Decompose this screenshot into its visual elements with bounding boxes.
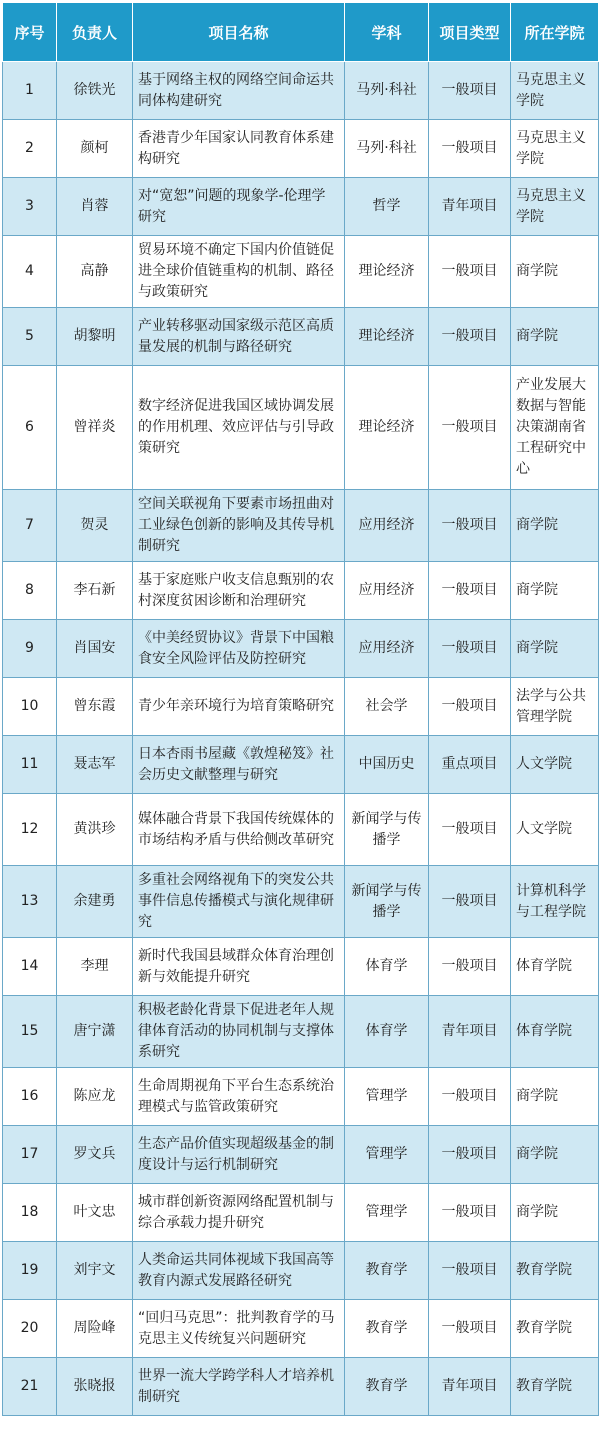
project-table bbox=[2, 2, 599, 1416]
cell-no: 19 bbox=[3, 1242, 57, 1300]
cell-no: 1 bbox=[3, 62, 57, 120]
cell-leader: 黄洪珍 bbox=[57, 794, 133, 866]
cell-no: 11 bbox=[3, 736, 57, 794]
cell-college: 法学与公共管理学院 bbox=[511, 678, 599, 736]
cell-title: 空间关联视角下要素市场扭曲对工业绿色创新的影响及其传导机制研究 bbox=[133, 490, 345, 562]
cell-discipline: 理论经济 bbox=[345, 236, 429, 308]
cell-no: 4 bbox=[3, 236, 57, 308]
header-discipline: 学科 bbox=[345, 3, 429, 62]
table-row bbox=[3, 736, 599, 794]
cell-no: 17 bbox=[3, 1126, 57, 1184]
cell-college: 商学院 bbox=[511, 490, 599, 562]
cell-no: 15 bbox=[3, 996, 57, 1068]
cell-college: 马克思主义学院 bbox=[511, 62, 599, 120]
cell-no: 13 bbox=[3, 866, 57, 938]
cell-discipline: 马列·科社 bbox=[345, 120, 429, 178]
cell-leader: 肖国安 bbox=[57, 620, 133, 678]
cell-discipline: 中国历史 bbox=[345, 736, 429, 794]
cell-type: 一般项目 bbox=[429, 1300, 511, 1358]
cell-college: 教育学院 bbox=[511, 1358, 599, 1416]
cell-discipline: 教育学 bbox=[345, 1242, 429, 1300]
cell-leader: 曾祥炎 bbox=[57, 366, 133, 490]
cell-type: 一般项目 bbox=[429, 490, 511, 562]
table-row bbox=[3, 866, 599, 938]
cell-title: 日本杏雨书屋藏《敦煌秘笈》社会历史文献整理与研究 bbox=[133, 736, 345, 794]
table-row bbox=[3, 120, 599, 178]
cell-no: 9 bbox=[3, 620, 57, 678]
cell-college: 商学院 bbox=[511, 236, 599, 308]
cell-discipline: 体育学 bbox=[345, 938, 429, 996]
cell-college: 马克思主义学院 bbox=[511, 120, 599, 178]
cell-leader: 周险峰 bbox=[57, 1300, 133, 1358]
table-row bbox=[3, 794, 599, 866]
cell-no: 16 bbox=[3, 1068, 57, 1126]
table-row bbox=[3, 178, 599, 236]
cell-discipline: 哲学 bbox=[345, 178, 429, 236]
cell-no: 2 bbox=[3, 120, 57, 178]
cell-discipline: 应用经济 bbox=[345, 490, 429, 562]
cell-title: 新时代我国县域群众体育治理创新与效能提升研究 bbox=[133, 938, 345, 996]
table-row bbox=[3, 1184, 599, 1242]
table-row bbox=[3, 938, 599, 996]
header-college: 所在学院 bbox=[511, 3, 599, 62]
cell-title: 积极老龄化背景下促进老年人规律体育活动的协同机制与支撑体系研究 bbox=[133, 996, 345, 1068]
cell-type: 一般项目 bbox=[429, 1242, 511, 1300]
cell-discipline: 应用经济 bbox=[345, 620, 429, 678]
cell-leader: 高静 bbox=[57, 236, 133, 308]
cell-type: 一般项目 bbox=[429, 562, 511, 620]
cell-discipline: 理论经济 bbox=[345, 366, 429, 490]
cell-title: 城市群创新资源网络配置机制与综合承载力提升研究 bbox=[133, 1184, 345, 1242]
cell-college: 商学院 bbox=[511, 308, 599, 366]
cell-type: 一般项目 bbox=[429, 62, 511, 120]
cell-type: 一般项目 bbox=[429, 678, 511, 736]
cell-type: 一般项目 bbox=[429, 1184, 511, 1242]
cell-discipline: 教育学 bbox=[345, 1358, 429, 1416]
cell-title: 基于家庭账户收支信息甄别的农村深度贫困诊断和治理研究 bbox=[133, 562, 345, 620]
cell-no: 8 bbox=[3, 562, 57, 620]
cell-leader: 李理 bbox=[57, 938, 133, 996]
table-row bbox=[3, 366, 599, 490]
cell-discipline: 体育学 bbox=[345, 996, 429, 1068]
cell-title: 基于网络主权的网络空间命运共同体构建研究 bbox=[133, 62, 345, 120]
cell-leader: 张晓报 bbox=[57, 1358, 133, 1416]
cell-discipline: 管理学 bbox=[345, 1068, 429, 1126]
table-row bbox=[3, 490, 599, 562]
table-row bbox=[3, 1068, 599, 1126]
cell-college: 教育学院 bbox=[511, 1300, 599, 1358]
cell-no: 6 bbox=[3, 366, 57, 490]
cell-leader: 李石新 bbox=[57, 562, 133, 620]
cell-title: “回归马克思”：批判教育学的马克思主义传统复兴问题研究 bbox=[133, 1300, 345, 1358]
cell-type: 青年项目 bbox=[429, 996, 511, 1068]
cell-leader: 余建勇 bbox=[57, 866, 133, 938]
cell-college: 商学院 bbox=[511, 1068, 599, 1126]
cell-type: 重点项目 bbox=[429, 736, 511, 794]
header-row bbox=[3, 3, 599, 62]
cell-title: 数字经济促进我国区域协调发展的作用机理、效应评估与引导政策研究 bbox=[133, 366, 345, 490]
cell-no: 14 bbox=[3, 938, 57, 996]
cell-college: 产业发展大数据与智能决策湖南省工程研究中心 bbox=[511, 366, 599, 490]
cell-type: 一般项目 bbox=[429, 366, 511, 490]
cell-type: 青年项目 bbox=[429, 1358, 511, 1416]
cell-type: 青年项目 bbox=[429, 178, 511, 236]
cell-type: 一般项目 bbox=[429, 620, 511, 678]
table-body bbox=[3, 62, 599, 1416]
cell-discipline: 新闻学与传播学 bbox=[345, 866, 429, 938]
cell-college: 体育学院 bbox=[511, 938, 599, 996]
cell-title: 对“宽恕”问题的现象学-伦理学研究 bbox=[133, 178, 345, 236]
cell-title: 人类命运共同体视域下我国高等教育内源式发展路径研究 bbox=[133, 1242, 345, 1300]
table-row bbox=[3, 1358, 599, 1416]
table-row bbox=[3, 678, 599, 736]
table-row bbox=[3, 236, 599, 308]
cell-discipline: 管理学 bbox=[345, 1126, 429, 1184]
cell-college: 体育学院 bbox=[511, 996, 599, 1068]
table-row bbox=[3, 562, 599, 620]
table-row bbox=[3, 62, 599, 120]
cell-leader: 颜柯 bbox=[57, 120, 133, 178]
cell-college: 马克思主义学院 bbox=[511, 178, 599, 236]
cell-title: 媒体融合背景下我国传统媒体的市场结构矛盾与供给侧改革研究 bbox=[133, 794, 345, 866]
cell-discipline: 社会学 bbox=[345, 678, 429, 736]
cell-leader: 徐铁光 bbox=[57, 62, 133, 120]
cell-leader: 聂志军 bbox=[57, 736, 133, 794]
cell-type: 一般项目 bbox=[429, 866, 511, 938]
cell-title: 产业转移驱动国家级示范区高质量发展的机制与路径研究 bbox=[133, 308, 345, 366]
cell-discipline: 理论经济 bbox=[345, 308, 429, 366]
cell-type: 一般项目 bbox=[429, 120, 511, 178]
cell-type: 一般项目 bbox=[429, 1126, 511, 1184]
cell-no: 7 bbox=[3, 490, 57, 562]
cell-discipline: 管理学 bbox=[345, 1184, 429, 1242]
cell-type: 一般项目 bbox=[429, 1068, 511, 1126]
cell-discipline: 教育学 bbox=[345, 1300, 429, 1358]
cell-leader: 肖蓉 bbox=[57, 178, 133, 236]
cell-college: 商学院 bbox=[511, 1126, 599, 1184]
cell-college: 人文学院 bbox=[511, 794, 599, 866]
cell-title: 世界一流大学跨学科人才培养机制研究 bbox=[133, 1358, 345, 1416]
cell-type: 一般项目 bbox=[429, 308, 511, 366]
cell-leader: 叶文忠 bbox=[57, 1184, 133, 1242]
cell-discipline: 新闻学与传播学 bbox=[345, 794, 429, 866]
cell-no: 5 bbox=[3, 308, 57, 366]
cell-college: 商学院 bbox=[511, 1184, 599, 1242]
cell-no: 21 bbox=[3, 1358, 57, 1416]
cell-college: 人文学院 bbox=[511, 736, 599, 794]
header-no: 序号 bbox=[3, 3, 57, 62]
header-leader: 负责人 bbox=[57, 3, 133, 62]
cell-leader: 曾东霞 bbox=[57, 678, 133, 736]
cell-college: 计算机科学与工程学院 bbox=[511, 866, 599, 938]
cell-leader: 贺灵 bbox=[57, 490, 133, 562]
cell-title: 香港青少年国家认同教育体系建构研究 bbox=[133, 120, 345, 178]
header-type: 项目类型 bbox=[429, 3, 511, 62]
cell-leader: 罗文兵 bbox=[57, 1126, 133, 1184]
cell-college: 教育学院 bbox=[511, 1242, 599, 1300]
cell-college: 商学院 bbox=[511, 562, 599, 620]
table-row bbox=[3, 620, 599, 678]
cell-leader: 唐宁潇 bbox=[57, 996, 133, 1068]
cell-title: 生态产品价值实现超级基金的制度设计与运行机制研究 bbox=[133, 1126, 345, 1184]
cell-college: 商学院 bbox=[511, 620, 599, 678]
cell-no: 20 bbox=[3, 1300, 57, 1358]
cell-title: 《中美经贸协议》背景下中国粮食安全风险评估及防控研究 bbox=[133, 620, 345, 678]
cell-no: 10 bbox=[3, 678, 57, 736]
table-row bbox=[3, 1300, 599, 1358]
cell-no: 18 bbox=[3, 1184, 57, 1242]
cell-title: 贸易环境不确定下国内价值链促进全球价值链重构的机制、路径与政策研究 bbox=[133, 236, 345, 308]
table-row bbox=[3, 1126, 599, 1184]
cell-leader: 陈应龙 bbox=[57, 1068, 133, 1126]
table-row bbox=[3, 1242, 599, 1300]
cell-leader: 刘宇文 bbox=[57, 1242, 133, 1300]
cell-no: 12 bbox=[3, 794, 57, 866]
cell-type: 一般项目 bbox=[429, 236, 511, 308]
table-row bbox=[3, 308, 599, 366]
cell-title: 多重社会网络视角下的突发公共事件信息传播模式与演化规律研究 bbox=[133, 866, 345, 938]
cell-type: 一般项目 bbox=[429, 794, 511, 866]
cell-discipline: 马列·科社 bbox=[345, 62, 429, 120]
cell-leader: 胡黎明 bbox=[57, 308, 133, 366]
cell-title: 青少年亲环境行为培育策略研究 bbox=[133, 678, 345, 736]
cell-discipline: 应用经济 bbox=[345, 562, 429, 620]
cell-no: 3 bbox=[3, 178, 57, 236]
header-title: 项目名称 bbox=[133, 3, 345, 62]
cell-title: 生命周期视角下平台生态系统治理模式与监管政策研究 bbox=[133, 1068, 345, 1126]
cell-type: 一般项目 bbox=[429, 938, 511, 996]
table-row bbox=[3, 996, 599, 1068]
